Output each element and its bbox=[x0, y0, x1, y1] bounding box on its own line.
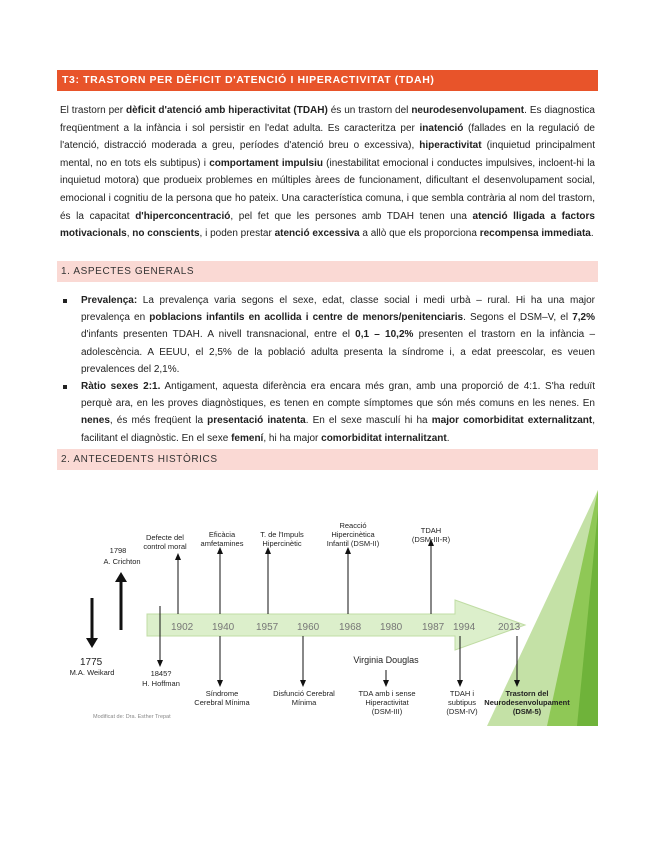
label-line: Hiperactivitat bbox=[365, 698, 409, 707]
timeline-year: 1902 bbox=[171, 622, 194, 633]
arrowhead bbox=[217, 680, 223, 687]
timeline-year: 1968 bbox=[339, 622, 362, 633]
bold-text: major comorbiditat externalitzant bbox=[431, 415, 593, 427]
text-run: , i poden prestar bbox=[199, 228, 275, 240]
arrowhead bbox=[175, 553, 181, 560]
text-run: (fallades en la regulació de l'atenció, distracció moderada a greu, períodes d'atenció breu o excessiva), bbox=[60, 122, 595, 152]
bold-text: comorbiditat internalitzant bbox=[321, 432, 447, 444]
timeline-year: 1960 bbox=[297, 622, 320, 633]
text-run: Antigament, aquesta diferència era encara més gran, amb una proporció de 4:1. S'ha reduït perquè ara, en les proves diagnòstiques, es tenen en compte símptomes que són més comuns en les nenes. En bbox=[81, 381, 595, 410]
bullet-marker bbox=[63, 299, 67, 303]
text-run: (inquietud principalment mental, no en tots els subtipus) i bbox=[60, 140, 595, 169]
tl-label-dsm4: TDAH i subtipus (DSM-IV) bbox=[446, 689, 478, 716]
arrowhead bbox=[345, 547, 351, 554]
bold-text: hiperactivitat bbox=[419, 140, 482, 152]
tl-label-weikard: M.A. Weikard bbox=[69, 668, 115, 677]
label-line: amfetamines bbox=[200, 539, 244, 548]
tl-label-dsm5: Trastorn del Neurodesenvolupament (DSM-5) bbox=[484, 689, 570, 716]
tl-label-crichton: A. Crichton bbox=[103, 557, 141, 566]
text-run: La prevalença varia segons el sexe, edat, classe social i medi urbà – rural. Hi ha una major prevalença en bbox=[81, 295, 595, 324]
tl-label-dsm3r: TDAH (DSM-III-R) bbox=[411, 526, 451, 544]
arrowhead bbox=[457, 680, 463, 687]
text-run: El trastorn per bbox=[60, 105, 126, 116]
timeline-year: 1994 bbox=[453, 622, 476, 633]
label-line: Hipercinètica bbox=[331, 530, 375, 539]
tl-label-hoffman: H. Hoffman bbox=[142, 679, 180, 688]
tl-label-dsm3: TDA amb i sense Hiperactivitat (DSM-III) bbox=[358, 689, 416, 716]
bold-text: neurodesenvolupament bbox=[411, 105, 525, 116]
label-line: (DSM-IV) bbox=[446, 707, 478, 716]
bold-text: recompensa immediata bbox=[479, 228, 591, 240]
bold-text: nenes bbox=[81, 415, 110, 427]
bold-text: poblacions infantils en acollida i centre de menors/penitenciaris bbox=[149, 312, 464, 324]
text-run: d'infants presenten TDAH. A nivell transnacional, entre el bbox=[81, 329, 356, 341]
bold-text: 0,1 – 10,2% bbox=[355, 329, 414, 341]
timeline-figure bbox=[57, 490, 598, 726]
bullet-text bbox=[81, 295, 595, 375]
label-line: Cerebral Mínima bbox=[194, 698, 250, 707]
text-run: , facilitant el diagnòstic. En el sexe bbox=[81, 415, 595, 444]
timeline-year: 1980 bbox=[380, 622, 403, 633]
label-line: (DSM-5) bbox=[512, 707, 542, 716]
timeline-year: 1987 bbox=[422, 622, 445, 633]
bold-text: no conscients bbox=[132, 228, 200, 240]
label-line: Infantil (DSM-II) bbox=[326, 539, 380, 548]
bold-text: atenció lligada a factors motivacionals bbox=[60, 210, 595, 240]
text-run: a allò que els proporciona bbox=[359, 228, 480, 240]
bullet-item-ratio bbox=[63, 378, 595, 447]
bold-text: d'hiperconcentració bbox=[135, 210, 231, 222]
bold-text: Ràtio sexes 2:1. bbox=[81, 381, 161, 393]
arrowhead bbox=[157, 660, 163, 667]
text-run: , hi ha major bbox=[263, 432, 322, 444]
label-line: Mínima bbox=[291, 698, 317, 707]
text-run: presenten el trastorn en la infància – adolescència. A EEUU, el 2,5% de la població adulta presenta la síndrome i, a edat preescolar, es veuen prevalences del 2,1%. bbox=[81, 329, 596, 375]
text-run: , és més freqüent la bbox=[109, 415, 208, 427]
label-line: Neurodesenvolupament bbox=[484, 698, 570, 707]
tl-label-disfuncio: Disfunció Cerebral Mínima bbox=[273, 689, 335, 707]
timeline-year: 2013 bbox=[498, 622, 521, 633]
label-line: (DSM-III-R) bbox=[411, 535, 451, 544]
bold-text: atenció excessiva bbox=[274, 228, 360, 240]
section-title: 2. ANTECEDENTS HISTÒRICS bbox=[61, 454, 218, 465]
label-line: subtipus bbox=[448, 698, 476, 707]
tl-label-amfetamines: Eficàcia amfetamines bbox=[200, 530, 244, 548]
bold-text: presentació inatenta bbox=[207, 415, 306, 427]
text-run: . En el sexe masculí hi ha bbox=[305, 415, 432, 427]
page-title: T3: TRASTORN PER DÈFICIT D'ATENCIÓ I HIPERACTIVITAT (TDAH) bbox=[62, 74, 435, 86]
title-bar bbox=[57, 70, 598, 91]
arrowhead bbox=[265, 547, 271, 554]
bullet-text bbox=[81, 381, 595, 444]
bullet-marker bbox=[63, 385, 67, 389]
arrowhead bbox=[300, 680, 306, 687]
bold-text: dèficit d'atenció amb hiperactivitat (TDAH) bbox=[125, 105, 328, 116]
arrowhead bbox=[383, 680, 389, 687]
section-header-antecedents bbox=[57, 449, 598, 470]
bold-text: inatenció bbox=[419, 122, 464, 134]
bold-text: comportament impulsiu bbox=[209, 157, 323, 169]
text-run: és un trastorn del bbox=[327, 105, 412, 116]
tl-year-1845: 1845? bbox=[150, 669, 172, 678]
text-run: , pel fet que les persones amb TDAH tenen una bbox=[230, 210, 473, 222]
tl-label-dsm2: Reacció Hipercinètica Infantil (DSM-II) bbox=[326, 521, 380, 548]
section-header-aspectes bbox=[57, 261, 598, 282]
text-run: . bbox=[446, 432, 450, 444]
tl-year-1798: 1798 bbox=[109, 546, 127, 555]
arrowhead bbox=[217, 547, 223, 554]
bullet-item-prevalenca bbox=[63, 292, 595, 378]
text-run: . bbox=[590, 228, 594, 240]
tl-label-sindrome: Síndrome Cerebral Mínima bbox=[194, 689, 250, 707]
text-run: , bbox=[126, 228, 133, 240]
text-run: (inestabilitat emocional i conductes impulsives, incloent-hi la inquietud motora) que produeix problemes en múltiples àrees de funcionament, dificultant el desenvolupament social, emocional i cognitiu de la persona que ho pateix. Una característica comuna, i que sembla contrària al nom del trastorn, és la capacitat bbox=[60, 157, 595, 222]
text-run: . Es diagnostica freqüentment a la infància i sol persistir en l'edat adulta. Es caracteritza per bbox=[60, 105, 595, 134]
tl-label-douglas: Virginia Douglas bbox=[353, 655, 419, 665]
label-line: control moral bbox=[143, 542, 187, 551]
timeline-year: 1940 bbox=[212, 622, 235, 633]
figure-credit: Modificat de: Dra. Esther Trepat bbox=[93, 714, 171, 720]
timeline-year: 1957 bbox=[256, 622, 279, 633]
label-line: Hipercinètic bbox=[262, 539, 302, 548]
section-title: 1. ASPECTES GENERALS bbox=[61, 266, 195, 277]
bullet-list bbox=[63, 292, 595, 447]
arrowhead bbox=[115, 572, 127, 582]
tl-label-control-moral: Defecte del control moral bbox=[143, 533, 187, 551]
bold-text: 7,2% bbox=[572, 312, 595, 324]
bold-text: Prevalença: bbox=[81, 295, 138, 306]
label-line: (DSM-III) bbox=[371, 707, 403, 716]
arrowhead bbox=[86, 638, 98, 648]
text-run: . Segons el DSM–V, el bbox=[463, 312, 573, 324]
intro-paragraph bbox=[60, 102, 595, 243]
tl-label-hipercinetic: T. de l'Impuls Hipercinètic bbox=[260, 530, 304, 548]
tl-year-1775: 1775 bbox=[80, 657, 103, 668]
bold-text: femení bbox=[231, 432, 264, 444]
